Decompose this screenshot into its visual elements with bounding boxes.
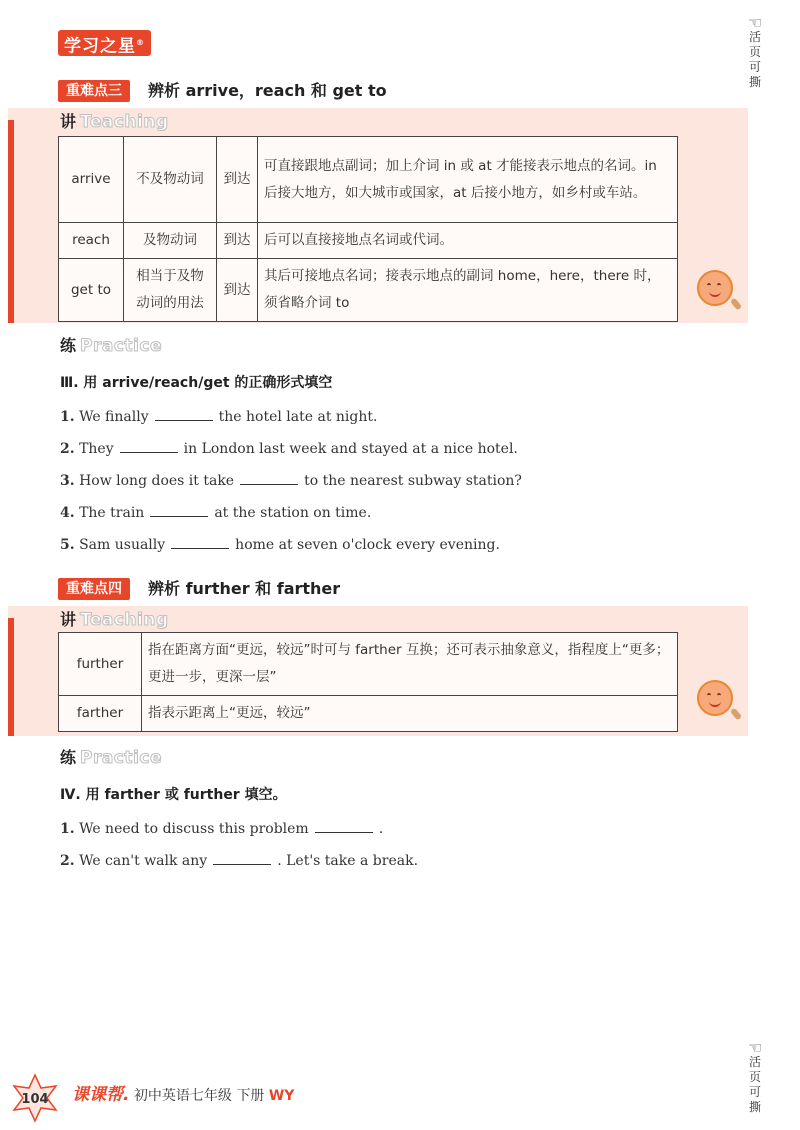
hand-icon: ☜: [747, 13, 763, 32]
table-row: [59, 137, 678, 223]
table-row: [59, 633, 678, 696]
question-item: 1. We finally the hotel late at night.: [60, 406, 377, 427]
exercise4-title: Ⅳ. 用 farther 或 further 填空。: [60, 787, 287, 803]
tear-off-label: 活页可撕: [748, 30, 761, 89]
answer-blank[interactable]: [120, 438, 178, 453]
section4-badge: 重难点四: [58, 578, 130, 600]
note-cell: 后可以直接接地点名词或代词。: [258, 223, 678, 259]
note-cell: 可直接跟地点副词；加上介词 in 或 at 才能接表示地点的名词。in 后接大地方，如大城市或国家，at 后接小地方，如乡村或车站。: [258, 137, 678, 223]
tear-off-label: 活页可撕: [748, 1055, 761, 1114]
exercise3-title: Ⅲ. 用 arrive/reach/get 的正确形式填空: [60, 375, 333, 391]
word-cell: reach: [59, 223, 124, 259]
type-cell: 不及物动词: [124, 137, 217, 223]
type-cell: 相当于及物动词的用法: [124, 259, 217, 322]
table-row: [59, 223, 678, 259]
answer-blank[interactable]: [171, 534, 229, 549]
answer-blank[interactable]: [315, 818, 373, 833]
publisher-logo: 学习之星®: [58, 30, 151, 56]
section4-teaching-label: 讲 Teaching: [60, 610, 169, 630]
footer-book-title: 初中英语七年级 下册: [133, 1088, 265, 1104]
meaning-cell: 到达: [217, 259, 258, 322]
tear-off-mark-top: [744, 15, 766, 90]
section4-title: 辨析 further 和 farther: [148, 579, 341, 598]
footer-book-info: [72, 1085, 294, 1106]
section3-badge: 重难点三: [58, 80, 130, 102]
section3-title: 辨析 arrive，reach 和 get to: [148, 81, 387, 100]
answer-blank[interactable]: [213, 850, 271, 865]
table-row: [59, 696, 678, 732]
meaning-cell: 到达: [217, 223, 258, 259]
question-item: 3. How long does it take to the nearest subway station?: [60, 470, 522, 491]
footer-brand: 课课帮.: [72, 1085, 130, 1105]
word-cell: arrive: [59, 137, 124, 223]
question-item: 5. Sam usually home at seven o'clock every evening.: [60, 534, 500, 555]
answer-blank[interactable]: [240, 470, 298, 485]
section3-teaching-label: 讲 Teaching: [60, 112, 169, 132]
question-item: 1. We need to discuss this problem .: [60, 818, 383, 839]
page-number-badge: [10, 1073, 60, 1123]
word-cell: further: [59, 633, 142, 696]
question-item: 2. We can't walk any . Let's take a break.: [60, 850, 418, 871]
smiley-magnifier-icon: [697, 270, 733, 306]
smiley-magnifier-icon: [697, 680, 733, 716]
tear-off-mark-bottom: [744, 1040, 766, 1115]
type-cell: 及物动词: [124, 223, 217, 259]
word-cell: farther: [59, 696, 142, 732]
question-item: 4. The train at the station on time.: [60, 502, 371, 523]
page-number: 104: [21, 1092, 49, 1107]
section4-accent-bar: [8, 618, 14, 736]
answer-blank[interactable]: [150, 502, 208, 517]
hand-icon: ☜: [747, 1038, 763, 1057]
section3-accent-bar: [8, 120, 14, 323]
section3-practice-label: 练 Practice: [60, 336, 162, 356]
section3-teaching-table: [58, 136, 678, 322]
question-item: 2. They in London last week and stayed at a nice hotel.: [60, 438, 518, 459]
footer-edition: WY: [268, 1088, 295, 1104]
word-cell: get to: [59, 259, 124, 322]
answer-blank[interactable]: [155, 406, 213, 421]
note-cell: 指在距离方面“更远，较远”时可与 farther 互换；还可表示抽象意义，指程度上“更多；更进一步，更深一层”: [142, 633, 678, 696]
note-cell: 指表示距离上“更远，较远”: [142, 696, 678, 732]
table-row: [59, 259, 678, 322]
section4-teaching-table: [58, 632, 678, 732]
meaning-cell: 到达: [217, 137, 258, 223]
section4-practice-label: 练 Practice: [60, 748, 162, 768]
note-cell: 其后可接地点名词；接表示地点的副词 home，here，there 时，须省略介词 to: [258, 259, 678, 322]
